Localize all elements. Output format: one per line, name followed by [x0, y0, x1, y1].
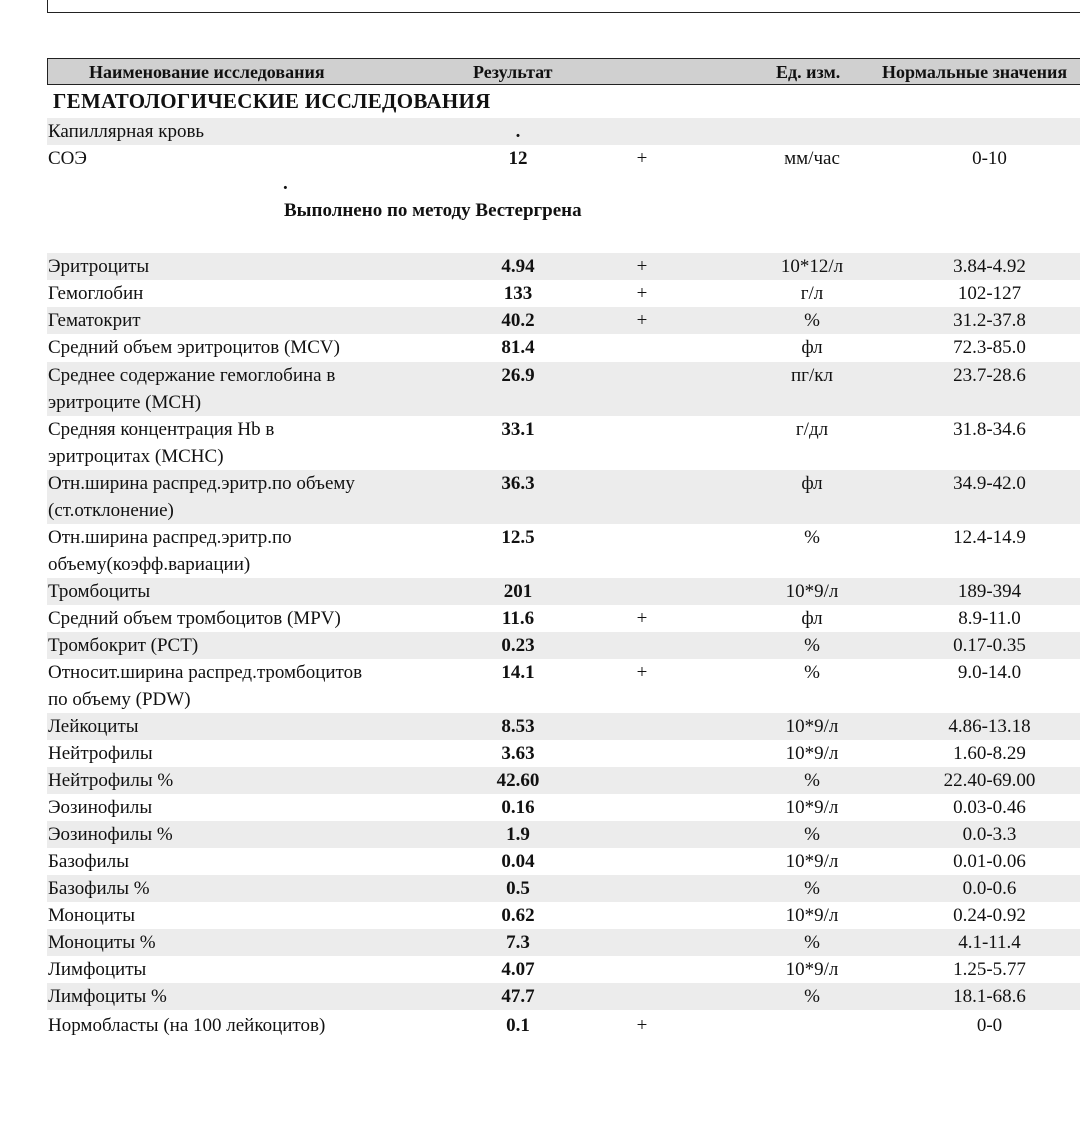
header-unit: Ед. изм. [776, 62, 841, 82]
test-name [48, 416, 438, 470]
abnormal-flag: + [636, 608, 648, 629]
abnormal-flag: + [636, 662, 648, 683]
test-unit: г/л [800, 283, 824, 304]
test-unit: фл [801, 473, 823, 494]
header-name: Наименование исследования [89, 62, 325, 82]
reference-range: 0.17-0.35 [953, 635, 1026, 656]
test-name-line: Средний объем тромбоцитов (MPV) [48, 608, 341, 629]
test-name [48, 470, 438, 524]
test-unit: 10*9/л [785, 797, 839, 818]
test-name-line: Относит.ширина распред.тромбоцитов [48, 662, 363, 683]
test-unit: мм/час [784, 148, 840, 169]
test-result: 3.63 [501, 743, 535, 764]
reference-range: 3.84-4.92 [953, 256, 1026, 277]
test-name-line: Нормобласты (на 100 лейкоцитов) [48, 1015, 326, 1036]
abnormal-flag: + [636, 1015, 648, 1036]
test-unit: фл [801, 608, 823, 629]
table-row [47, 929, 1080, 956]
test-name [48, 983, 438, 1010]
table-row [47, 956, 1080, 983]
table-row [47, 605, 1080, 632]
test-name [48, 118, 438, 145]
test-name-line: Эритроциты [48, 256, 150, 277]
reference-range: 23.7-28.6 [953, 365, 1026, 386]
test-name [48, 740, 438, 767]
test-unit: 10*9/л [785, 581, 839, 602]
test-name-line: Лимфоциты % [48, 986, 167, 1007]
table-row [47, 713, 1080, 740]
table-row [47, 740, 1080, 767]
test-result: 4.07 [501, 959, 535, 980]
test-unit: 10*9/л [785, 716, 839, 737]
test-name-line: объему(коэфф.вариации) [48, 554, 251, 575]
table-row [47, 767, 1080, 794]
test-result: 81.4 [501, 337, 535, 358]
test-unit: % [804, 527, 820, 548]
test-name-line: Гемоглобин [48, 283, 144, 304]
abnormal-flag: + [636, 283, 648, 304]
table-row [47, 632, 1080, 659]
test-name [48, 902, 438, 929]
test-name [48, 578, 438, 605]
test-name [48, 794, 438, 821]
test-unit: 10*9/л [785, 905, 839, 926]
reference-range: 9.0-14.0 [957, 662, 1022, 683]
test-result: 201 [503, 581, 533, 602]
reference-range: 0-0 [976, 1015, 1003, 1036]
table-header [47, 58, 1080, 85]
test-result: 47.7 [501, 986, 535, 1007]
reference-range: 0.24-0.92 [953, 905, 1026, 926]
test-name [48, 632, 438, 659]
test-result: 14.1 [501, 662, 535, 683]
test-unit: % [804, 824, 820, 845]
test-unit: % [804, 635, 820, 656]
test-name-line: Капиллярная кровь [48, 121, 205, 142]
test-result: 33.1 [501, 419, 535, 440]
table-row [47, 1012, 1080, 1039]
test-result: 26.9 [501, 365, 535, 386]
table-row [47, 118, 1080, 145]
test-unit: % [804, 986, 820, 1007]
header-result: Результат [473, 62, 553, 82]
reference-range: 0.03-0.46 [953, 797, 1026, 818]
test-result: 0.16 [501, 797, 535, 818]
test-name [48, 875, 438, 902]
test-name-line: Гематокрит [48, 310, 141, 331]
table-row [47, 659, 1080, 713]
test-name-line: Эозинофилы [48, 797, 153, 818]
test-name-line: Моноциты [48, 905, 135, 926]
table-row [47, 334, 1080, 361]
table-row [47, 524, 1080, 578]
test-name [48, 713, 438, 740]
test-name-line: Тромбоциты [48, 581, 151, 602]
test-name-line: Отн.ширина распред.эритр.по объему [48, 473, 355, 494]
test-result: 4.94 [501, 256, 535, 277]
test-result: . [515, 121, 521, 142]
test-name-line: Лимфоциты [48, 959, 147, 980]
test-unit: % [804, 932, 820, 953]
table-row [47, 416, 1080, 470]
method-note: Выполнено по методу Вестергрена [284, 200, 582, 221]
table-row [47, 821, 1080, 848]
test-name [48, 1012, 438, 1039]
test-name [48, 605, 438, 632]
table-row [47, 983, 1080, 1010]
abnormal-flag: + [636, 256, 648, 277]
test-result: 0.23 [501, 635, 535, 656]
test-result: 8.53 [501, 716, 535, 737]
test-unit: 10*9/л [785, 959, 839, 980]
reference-range: 1.25-5.77 [953, 959, 1026, 980]
test-name [48, 659, 438, 713]
test-result: 36.3 [501, 473, 535, 494]
reference-range: 1.60-8.29 [953, 743, 1026, 764]
test-name [48, 362, 438, 416]
test-result: 12 [508, 148, 528, 169]
test-unit: г/дл [795, 419, 829, 440]
test-unit: % [804, 662, 820, 683]
test-name [48, 280, 438, 307]
test-unit: пг/кл [791, 365, 833, 386]
table-row [47, 253, 1080, 280]
test-name-line: по объему (PDW) [48, 689, 191, 710]
top-frame [47, 0, 1080, 13]
test-name-line: Лейкоциты [48, 716, 139, 737]
test-result: 42.60 [496, 770, 540, 791]
reference-range: 22.40-69.00 [943, 770, 1036, 791]
reference-range: 31.2-37.8 [953, 310, 1026, 331]
reference-range: 31.8-34.6 [953, 419, 1026, 440]
test-result: 12.5 [501, 527, 535, 548]
reference-range: 4.1-11.4 [958, 932, 1021, 953]
table-row [47, 280, 1080, 307]
test-name [48, 929, 438, 956]
reference-range: 102-127 [957, 283, 1022, 304]
test-unit: фл [801, 337, 823, 358]
test-name-line: СОЭ [48, 148, 87, 169]
test-result: 7.3 [506, 932, 530, 953]
test-unit: % [804, 878, 820, 899]
test-name [48, 821, 438, 848]
reference-range: 18.1-68.6 [953, 986, 1026, 1007]
test-result: 11.6 [501, 608, 535, 629]
reference-range: 0.0-3.3 [962, 824, 1017, 845]
reference-range: 0.0-0.6 [962, 878, 1017, 899]
test-name-line: (ст.отклонение) [48, 500, 174, 521]
reference-range: 12.4-14.9 [953, 527, 1026, 548]
table-row [47, 578, 1080, 605]
reference-range: 0-10 [972, 148, 1007, 169]
test-result: 0.5 [506, 878, 530, 899]
test-name-line: эритроците (MCH) [48, 392, 202, 413]
reference-range: 34.9-42.0 [953, 473, 1026, 494]
test-name [48, 253, 438, 280]
test-name-line: Нейтрофилы % [48, 770, 174, 791]
note-dot: . [283, 173, 288, 194]
reference-range: 8.9-11.0 [958, 608, 1021, 629]
test-unit: 10*12/л [780, 256, 844, 277]
test-name-line: эритроцитах (MCHC) [48, 446, 224, 467]
test-name [48, 767, 438, 794]
test-name-line: Тромбокрит (PCT) [48, 635, 199, 656]
reference-range: 0.01-0.06 [953, 851, 1026, 872]
table-row [47, 307, 1080, 334]
test-result: 133 [503, 283, 533, 304]
test-result: 0.04 [501, 851, 535, 872]
test-name-line: Отн.ширина распред.эритр.по [48, 527, 292, 548]
test-name-line: Базофилы % [48, 878, 150, 899]
test-name [48, 334, 438, 361]
table-row [47, 848, 1080, 875]
table-row [47, 145, 1080, 172]
table-row [47, 470, 1080, 524]
test-name [48, 524, 438, 578]
test-name-line: Среднее содержание гемоглобина в [48, 365, 336, 386]
test-name-line: Моноциты % [48, 932, 156, 953]
table-row [47, 902, 1080, 929]
section-title: ГЕМАТОЛОГИЧЕСКИЕ ИССЛЕДОВАНИЯ [53, 89, 491, 113]
test-name [48, 145, 438, 172]
header-norm: Нормальные значения [882, 62, 1068, 82]
table-row [47, 875, 1080, 902]
reference-range: 4.86-13.18 [948, 716, 1031, 737]
test-result: 0.1 [506, 1015, 530, 1036]
test-name-line: Эозинофилы % [48, 824, 173, 845]
test-name [48, 307, 438, 334]
test-result: 0.62 [501, 905, 535, 926]
reference-range: 72.3-85.0 [953, 337, 1026, 358]
table-row [47, 794, 1080, 821]
test-name-line: Нейтрофилы [48, 743, 153, 764]
test-result: 1.9 [506, 824, 530, 845]
test-name-line: Базофилы [48, 851, 129, 872]
test-unit: % [804, 310, 820, 331]
test-name-line: Средний объем эритроцитов (MCV) [48, 337, 340, 358]
abnormal-flag: + [636, 310, 648, 331]
test-unit: 10*9/л [785, 743, 839, 764]
test-unit: % [804, 770, 820, 791]
table-row [47, 362, 1080, 416]
test-name [48, 956, 438, 983]
abnormal-flag: + [636, 148, 648, 169]
test-name [48, 848, 438, 875]
test-result: 40.2 [501, 310, 535, 331]
test-unit: 10*9/л [785, 851, 839, 872]
test-name-line: Средняя концентрация Hb в [48, 419, 275, 440]
reference-range: 189-394 [957, 581, 1022, 602]
